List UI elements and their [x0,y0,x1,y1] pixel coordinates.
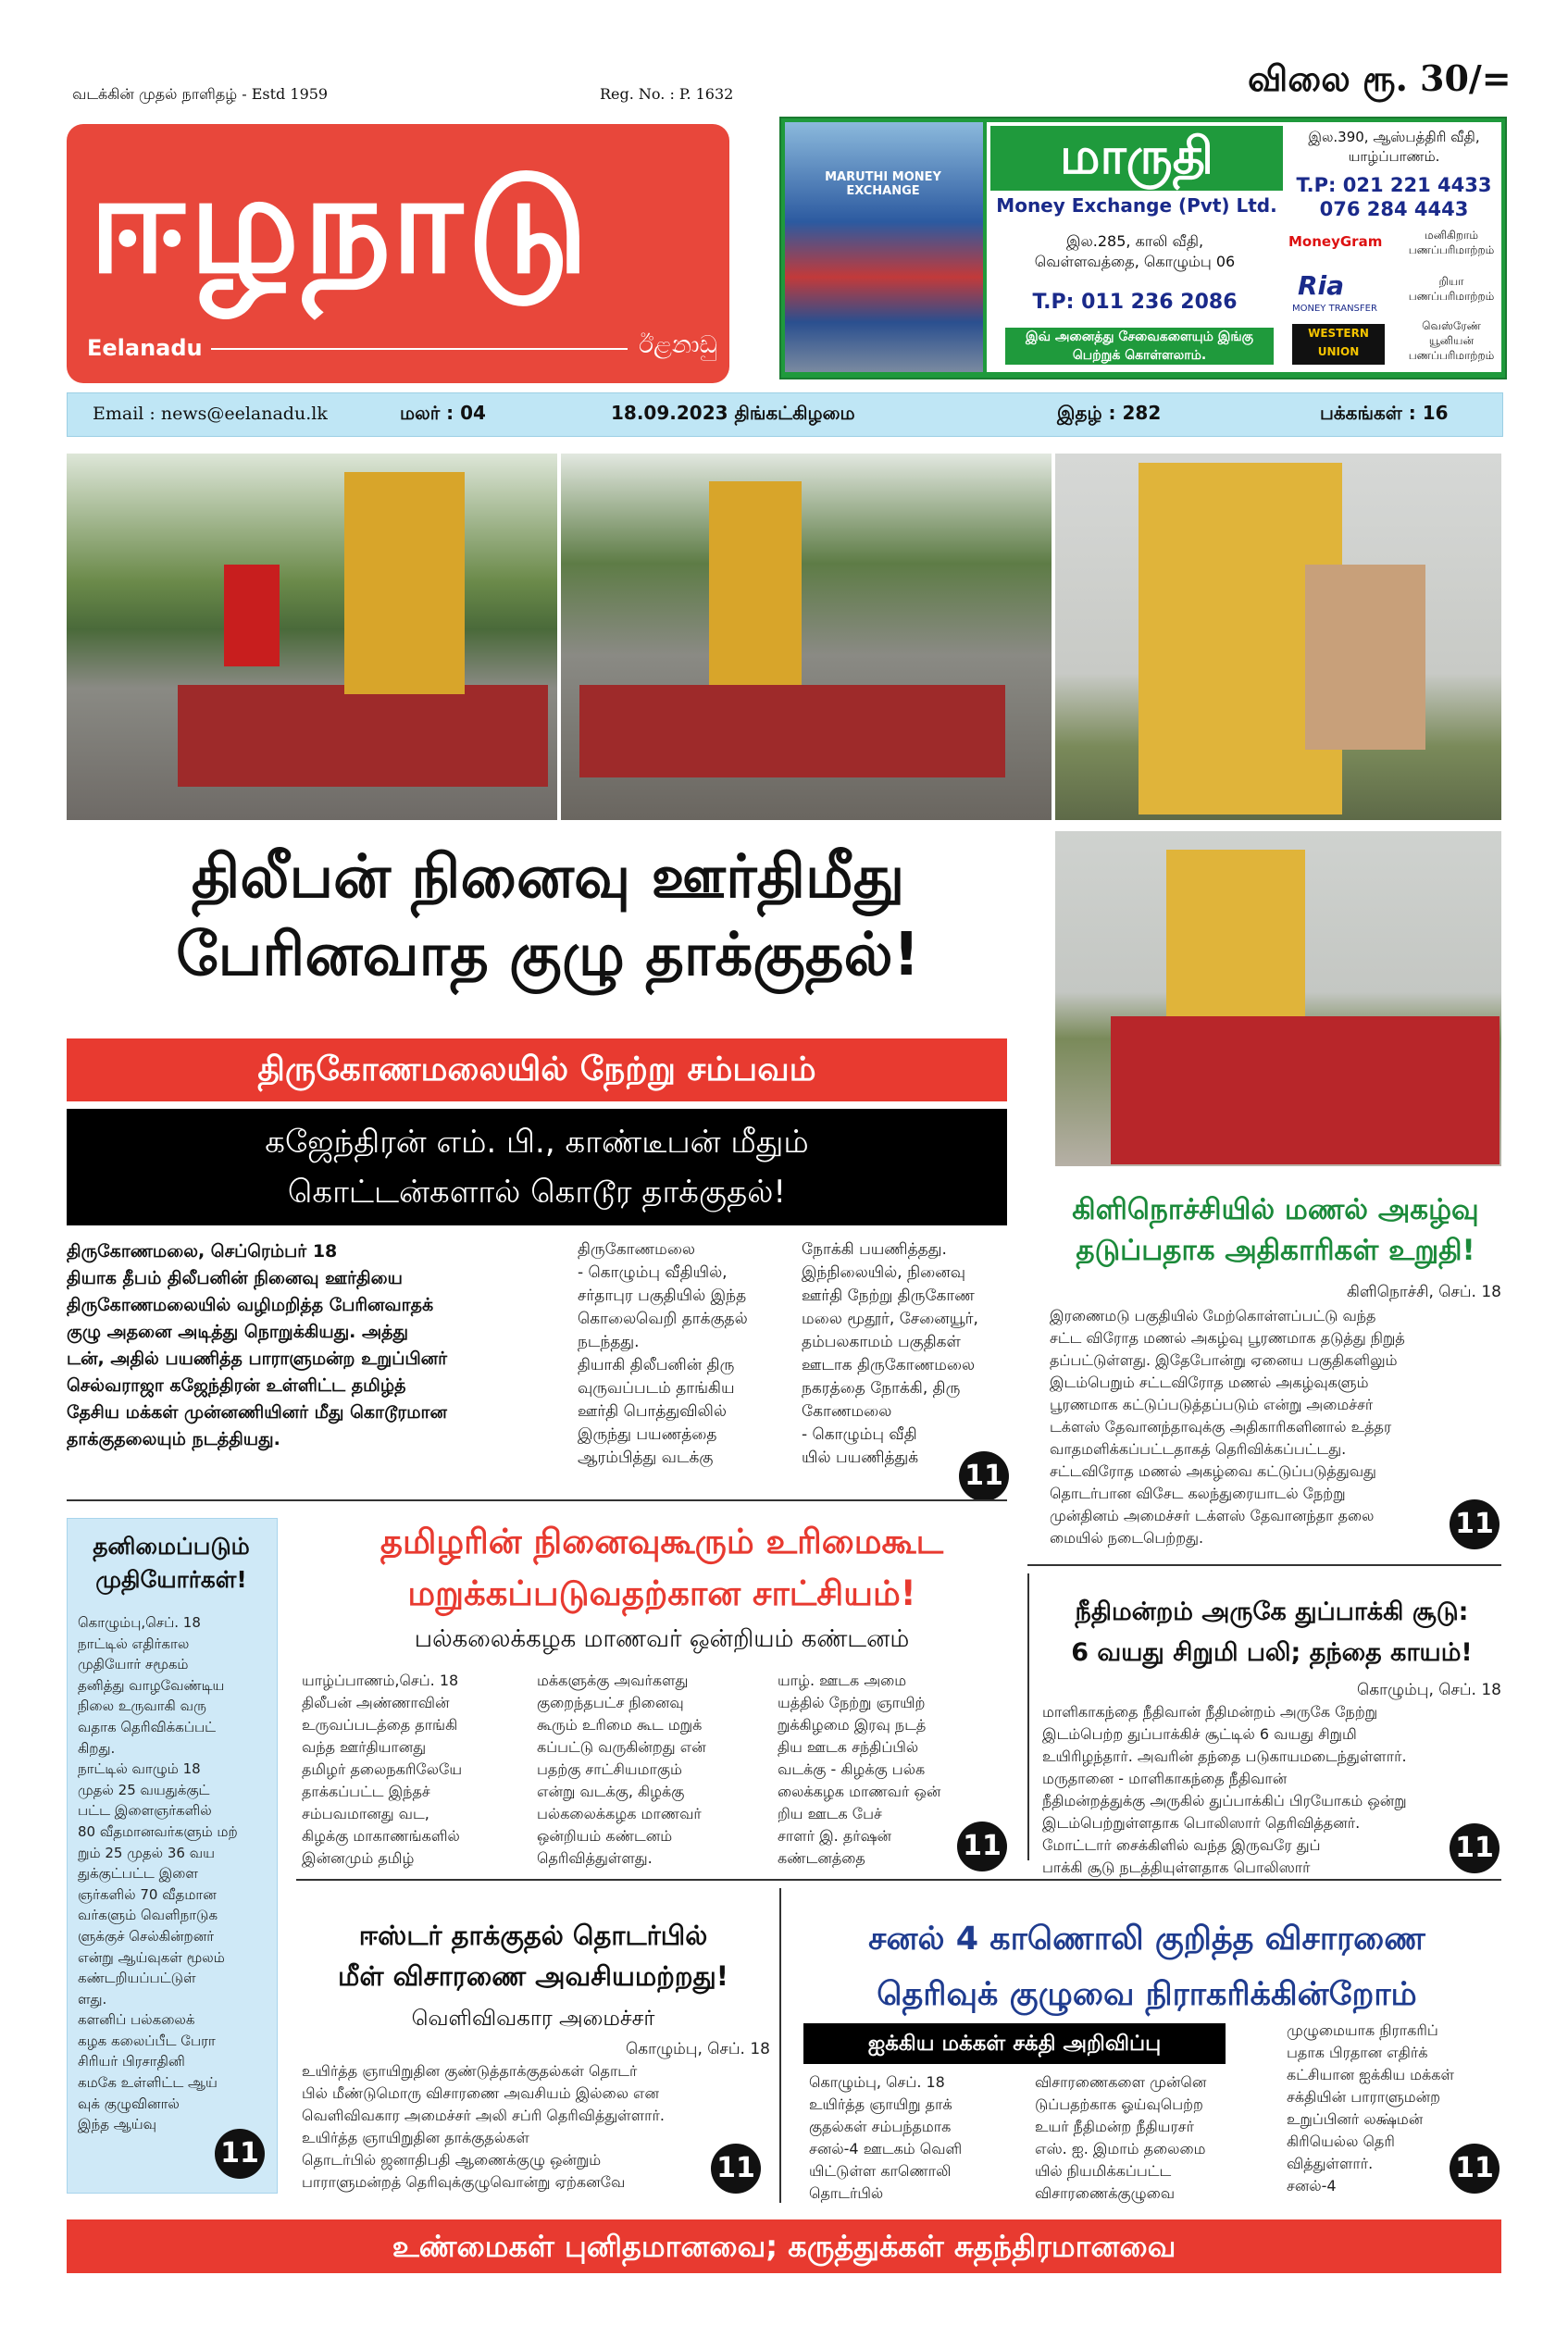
ad-western-union-logo: WESTERN UNION [1292,324,1385,365]
photo-damaged-shrine [1055,454,1501,820]
elderly-page-ref[interactable]: 11 [215,2129,265,2179]
kilinochchi-body: இரணைமடு பகுதியில் மேற்கொள்ளப்பட்டு வந்த சட்ட விரோத மணல் அகழ்வு பூரணமாக தடுத்து நிறுத் தப்பட்டுள்ளது. இதேபோன்று ஏனைய பகுதிகளிலும் இடம்பெறும் சட்டவிரோத மணல் அகழ்வுகளும் பூரணமாக கட்டுப்படுத்தப்படும் என்று அமைச்சர் டக்ளஸ் தேவானந்தாவுக்கு அதிகாரிகளினால் உத்தர வாதமளிக்கப்பட்டதாகத் தெரிவிக்கப்பட்டது. சட்டவிரோத மணல் அகழ்வை கட்டுப்படுத்துவது தொடர்பான விசேட கலந்துரையாடல் நேற்று முன்தினம் அமைச்சர் டக்ளஸ் தேவானந்தா தலை மையில் நடைபெற்றது. [1050,1307,1405,1547]
issue-date: 18.09.2023 திங்கட்கிழமை [611,402,855,424]
ad-address-colombo: இல.285, காலி வீதி, வெள்ளவத்தை, கொழும்பு 06 [1034,232,1236,270]
kilinochchi-page-ref[interactable]: 11 [1450,1499,1500,1549]
ad-ria-sub: MONEY TRANSFER [1292,304,1377,314]
channel4-headline-1: சனல் 4 காணொலி குறித்த விசாரணை [868,1921,1425,1958]
court-headline-2: 6 வயது சிறுமி பலி; தந்தை காயம்! [1071,1638,1473,1667]
flag-shape [224,565,280,666]
advertisement [779,117,1507,379]
email: Email : news@eelanadu.lk [93,404,328,424]
ad-moneygram-ta: மனிகிறாம் பணப்பரிமாற்றம் [1408,229,1495,256]
court-dateline: கொழும்பு, செப். 18 [1356,1681,1501,1699]
divider-vertical-lower [779,1888,781,2203]
lead-subhead-1: கஜேந்திரன் எம். பி., காண்டீபன் மீதும் [265,1124,809,1161]
lead-subhead-2: கொட்டன்களால் கொடூர தாக்குதல்! [287,1174,787,1211]
ad-phone-colombo: T.P: 011 236 2086 [1032,291,1238,314]
ad-western-union-ta: வெஸ்ரேண் யூனியன் பணப்பரிமாற்றம் [1408,319,1495,362]
court-page-ref[interactable]: 11 [1450,1823,1500,1873]
court-headline-1: நீதிமன்றம் அருகே துப்பாக்கி சூடு: [1075,1598,1469,1626]
channel4-body-col-3: முழுமையாக நிராகரிப் பதாக பிரதான எதிர்க் கட்சியான ஐக்கிய மக்கள் சக்தியின் பாராளுமன்ற உறுப்பினர் லக்ஷ்மன் கிரியெல்ல தெரி வித்துள்ளார். சனல்-4 [1287,2021,1454,2195]
photo-procession-truck [67,454,557,820]
kilinochchi-dateline: கிளிநொச்சி, செப். 18 [1346,1283,1501,1301]
lead-body-col-1: திருகோணமலை, செப்ரெம்பர் 18 தியாக தீபம் திலீபனின் நினைவு ஊர்தியை திருகோணமலையில் வழிமறித்த பேரினவாதக் குழு அதனை அடித்து நொறுக்கியது. அத்து டன், அதில் பயணித்த பாராளுமன்ற உறுப்பினர் செல்வராஜா கஜேந்திரன் உள்ளிட்ட தமிழ்த் தேசிய மக்கள் முன்னணியினர் மீது கொடூரமான தாக்குதலையும் நடத்தியது. [67,1241,448,1449]
memory-headline-1: தமிழரின் நினைவுகூரும் உரிமைகூட [380,1522,944,1561]
shrine-shape-4 [1166,850,1305,1044]
lead-body-col-2: திருகோணமலை - கொழும்பு வீதியில், சர்தாபுர பகுதியில் இந்த கொலைவெறி தாக்குதல் நடந்தது. தியாகி திலீபனின் திரு வுருவப்படம் தாங்கிய ஊர்தி பொத்துவிலில் இருந்து பயணத்தை ஆரம்பித்து வடக்கு [578,1240,748,1467]
channel4-kicker: ஐக்கிய மக்கள் சக்தி அறிவிப்பு [803,2023,1226,2064]
ad-ria-logo: Ria [1298,270,1345,301]
divider-mid [67,1499,1007,1501]
ad-shop-sign: MARUTHI MONEY EXCHANGE [825,170,941,198]
shrine-shape-2 [709,481,802,685]
photo-attack-on-vehicle [561,454,1052,820]
ad-main-panel [987,122,1501,372]
channel4-headline-2: தெரிவுக் குழுவை நிராகரிக்கின்றோம் [877,1976,1417,2013]
logo-sinhala: ඊළනාඩු [639,331,717,359]
photo-shrine-on-car [1055,831,1501,1166]
memory-page-ref[interactable]: 11 [957,1822,1007,1871]
channel4-body-col-2: விசாரணைகளை முன்னெ டுப்பதற்காக ஓய்வுபெற்ற உயர் நீதிமன்ற நீதியரசர் எஸ். ஐ. இமாம் தலைமை யில் நியமிக்கப்பட்ட விசாரணைக்குழுவை [1035,2073,1207,2202]
logo-text: ஈழநாடு [89,144,592,304]
footer-motto: உண்மைகள் புனிதமானவை; கருத்துக்கள் சுதந்திரமானவை [67,2219,1501,2273]
logo-rule [211,348,628,350]
lead-headline-1: திலீபன் நினைவு ஊர்திமீது [191,843,905,912]
memory-body-col-3: யாழ். ஊடக அமை யத்தில் நேற்று ஞாயிற் றுக்கிழமை இரவு நடத் திய ஊடக சந்திப்பில் வடக்கு - கிழக்கு பல்க லைக்கழக மாணவர் ஒன் றிய ஊடக பேச் சாளர் இ. தர்ஷன் கண்டனத்தை [778,1672,941,1867]
portrait-shape [1305,565,1425,750]
easter-page-ref[interactable]: 11 [711,2144,761,2194]
easter-body: உயிர்த்த ஞாயிறுதின குண்டுத்தாக்குதல்கள் தொடர் பில் மீண்டுமொரு விசாரணை அவசியம் இல்லை என வெளிவிவகார அமைச்சர் அலி சப்ரி தெரிவித்துள்ளார். உயிர்த்த ஞாயிறுதின தாக்குதல்கள் தொடர்பில் ஜனாதிபதி ஆணைக்குழு ஒன்றும் பாராளுமன்றத் தெரிவுக்குழுவொன்று ஏற்கனவே [302,2062,665,2191]
elderly-headline-1: தனிமைப்படும் [93,1533,250,1560]
divider-lower [296,1879,1501,1881]
truck-shape-2 [579,685,1005,777]
ad-phone-jaffna-1: T.P: 021 221 4433 [1296,174,1492,196]
truck-shape [178,685,548,787]
ad-shop-photo [785,122,983,372]
elderly-headline-2: முதியோர்கள்! [95,1566,247,1593]
court-body: மாளிகாகந்தை நீதிவான் நீதிமன்றம் அருகே நேற்று இடம்பெற்ற துப்பாக்கிச் சூட்டில் 6 வயது சிறுமி உயிரிழந்தார். அவரின் தந்தை படுகாயமடைந்துள்ளார். மருதானை - மாளிகாகந்தை நீதிவான் நீதிமன்றத்துக்கு அருகில் துப்பாக்கிப் பிரயோகம் ஒன்று இடம்பெற்றுள்ளதாக பொலிஸார் தெரிவித்தனர். மோட்டார் சைக்கிளில் வந்த இருவரே துப் பாக்கி சூடு நடத்தியுள்ளதாக பொலிஸார் [1042,1703,1407,1876]
kilinochchi-headline-1: கிளிநொச்சியில் மணல் அகழ்வு [1072,1193,1479,1226]
volume: மலர் : 04 [400,402,486,424]
reg-number: Reg. No. : P. 1632 [600,85,734,103]
price: விலை ரூ. 30/= [1248,57,1512,99]
logo [67,124,729,383]
divider-right [1027,1564,1501,1566]
easter-dateline: கொழும்பு, செப். 18 [625,2040,770,2058]
lead-body-col-3: நோக்கி பயணித்தது. இந்நிலையில், நினைவு ஊர்தி நேற்று திருகோண மலை மூதூர், சேனையூர், தம்பலகாமம் பகுதிகள் ஊடாக திருகோணமலை நகரத்தை நோக்கி, திரு கோணமலை - கொழும்பு வீதி யில் பயணித்துக் [802,1240,978,1467]
car-shape [1111,1016,1500,1164]
channel4-body-col-1: கொழும்பு, செப். 18 உயிர்த்த ஞாயிறு தாக் குதல்கள் சம்பந்தமாக சனல்-4 ஊடகம் வெளி யிட்டுள்ள காணொலி தொடர்பில் [809,2073,963,2202]
ad-phone-jaffna-2: 076 284 4443 [1319,198,1469,220]
logo-english: Eelanadu [87,335,203,361]
lead-kicker: திருகோணமலையில் நேற்று சம்பவம் [67,1038,1007,1101]
easter-headline-1: ஈஸ்டர் தாக்குதல் தொடர்பில் [358,1920,708,1951]
divider-vertical [1027,1573,1029,1860]
tagline: வடக்கின் முதல் நாளிதழ் - Estd 1959 [72,85,329,103]
page-count: பக்கங்கள் : 16 [1320,402,1449,424]
ad-brand: மாருதி [990,126,1283,191]
memory-headline-2: மறுக்கப்படுவதற்கான சாட்சியம்! [407,1573,916,1613]
ad-ria-ta: றியா பணப்பரிமாற்றம் [1408,275,1495,303]
lead-headline-2: பேரினவாத குழு தாக்குதல்! [176,921,920,989]
memory-body-col-2: மக்களுக்கு அவர்களது குறைந்தபட்ச நினைவு கூரும் உரிமை கூட மறுக் கப்பட்டு வருகின்றது என் பதற்கு சாட்சியமாகும் என்று வடக்கு, கிழக்கு பல்கலைக்கழக மாணவர் ஒன்றியம் கண்டனம் தெரிவித்துள்ளது. [537,1672,706,1867]
memory-subhead: பல்கலைக்கழக மாணவர் ஒன்றியம் கண்டனம் [414,1625,910,1653]
easter-headline-2: மீள் விசாரணை அவசியமற்றது! [337,1960,729,1992]
channel4-page-ref[interactable]: 11 [1450,2144,1500,2194]
elderly-body: கொழும்பு,செப். 18 நாட்டில் எதிர்கால முதியோர் சமூகம் தனித்து வாழவேண்டிய நிலை உருவாகி வரு வதாக தெரிவிக்கப்பட் கிறது. நாட்டில் வாழும் 18 முதல் 25 வயதுக்குட் பட்ட இளைஞர்களில் 80 வீதமானவர்களும் மற் றும் 25 முதல் 36 வய துக்குட்பட்ட இளை ஞர்களில் 70 வீதமான வர்களும் வெளிநாடுக ளுக்குச் செல்கின்றனர் என்று ஆய்வுகள் மூலம் கண்டறியப்பட்டுள் ளது. களனிப் பல்கலைக் கழக கலைப்பீட பேரா சிரியர் பிரசாதினி கமகே உள்ளிட்ட ஆய் வுக் குழுவினால் இந்த ஆய்வு [78,1614,238,2133]
kilinochchi-headline-2: தடுப்பதாக அதிகாரிகள் உறுதி! [1076,1234,1475,1267]
ad-moneygram-logo: MoneyGram [1288,233,1383,250]
ad-service-note: இவ் அனைத்து சேவைகளையும் இங்கு பெற்றுக் கொள்ளலாம். [1005,328,1274,365]
easter-subhead: வெளிவிவகார அமைச்சர் [411,2007,655,2031]
lead-subhead-box [67,1109,1007,1225]
ad-brand-en: Money Exchange (Pvt) Ltd. [996,194,1277,217]
lead-page-ref[interactable]: 11 [959,1451,1009,1501]
memory-body-col-1: யாழ்ப்பாணம்,செப். 18 திலீபன் அண்ணாவின் உருவப்படத்தை தாங்கி வந்த ஊர்தியானது தமிழர் தலைநகரிலேயே தாக்கப்பட்ட இந்தச் சம்பவமானது வட, கிழக்கு மாகாணங்களில் இன்னமும் தமிழ் [302,1672,463,1867]
shrine-shape [344,472,465,694]
issue-number: இதழ் : 282 [1057,402,1162,424]
ad-address-jaffna: இல.390, ஆஸ்பத்திரி வீதி, யாழ்ப்பாணம். [1308,129,1480,165]
